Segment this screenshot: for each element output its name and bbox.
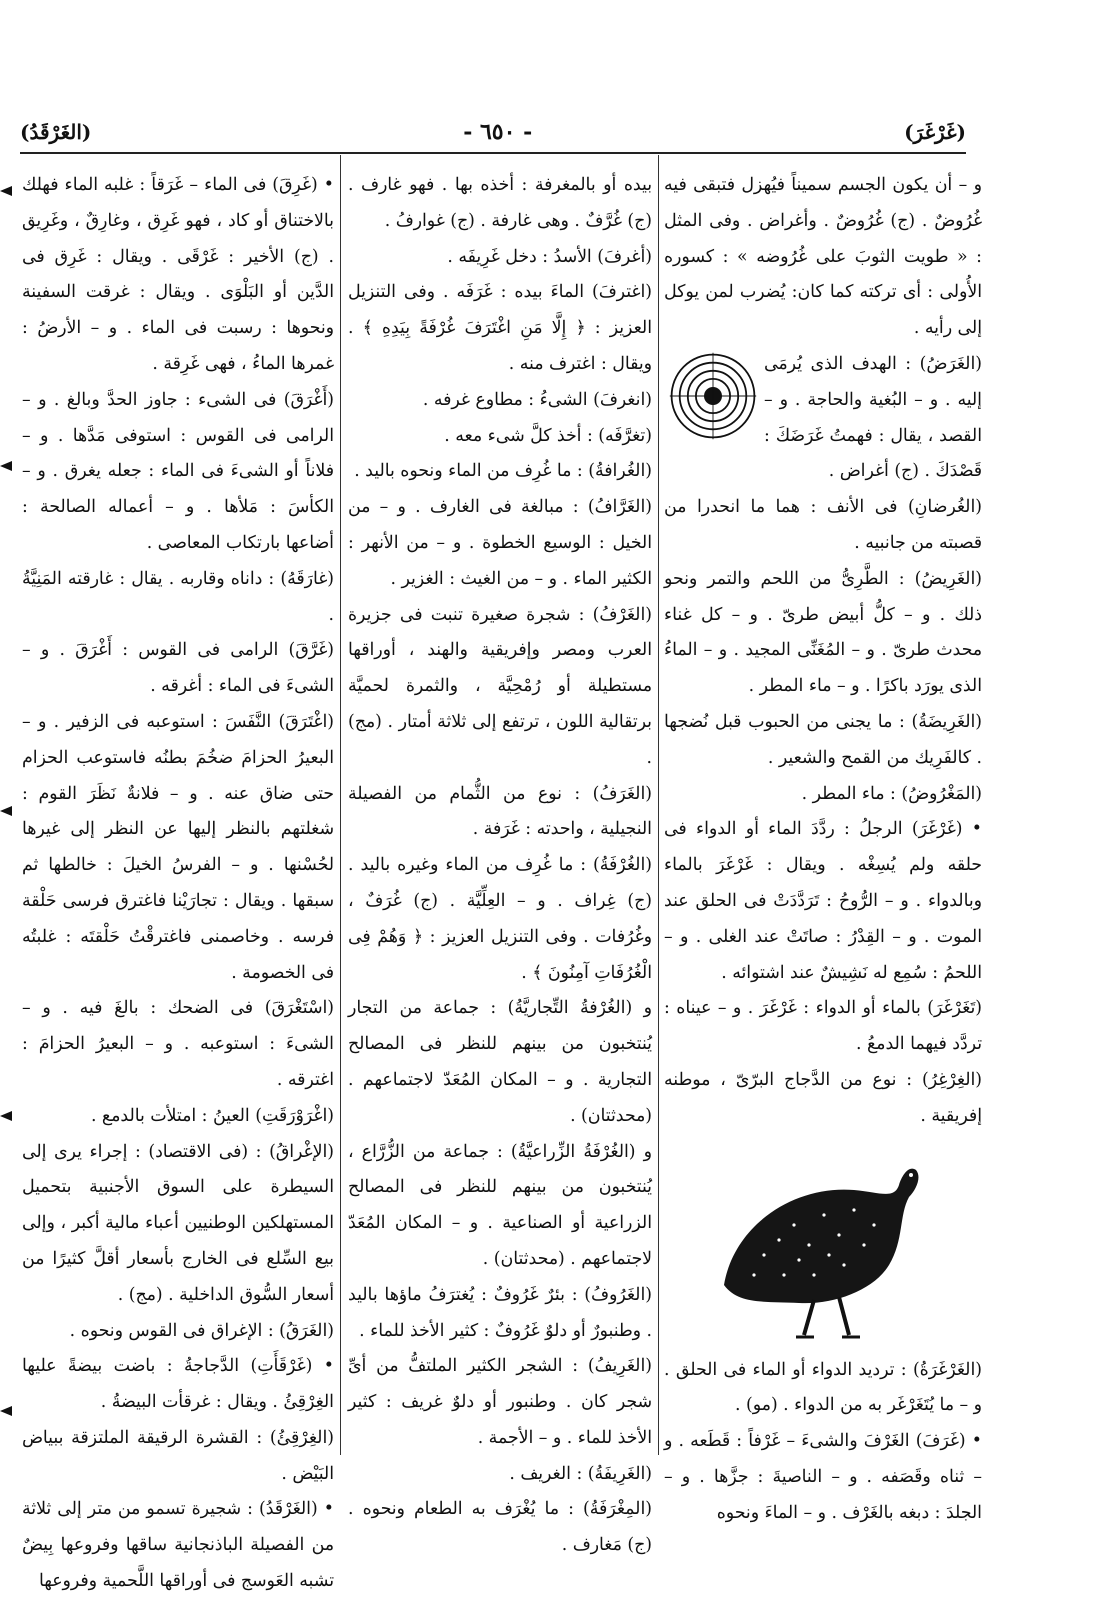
page-number: - ٦٥٠ - (463, 119, 533, 145)
entry: (الغَرَفُ) : نوع من الثُّمام من الفصيلة النجيلية ، واحدته : غَرَفة . (348, 783, 652, 840)
target-illustration (668, 351, 758, 441)
entry: (الغِرْغِرُ) : نوع من الدَّجاج البرّىّ ، موطنه إفريقية . (664, 1069, 982, 1126)
left-guide-word: (الغَرْقَدُ) (20, 120, 92, 144)
entry: (المَغْرُوضُ) : ماء المطر . (801, 783, 982, 804)
column-divider-left (340, 155, 341, 1455)
entry: (الغُرضانِ) فى الأنف : هما ما انحدرا من قصبته من جانبيه . (664, 497, 982, 553)
margin-arrow-icon (0, 1110, 14, 1122)
entry: (الغَرِيضُ) : الطَّرِىُّ من اللحم والتمر ونحو ذلك . و – كلُّ أبيض طرىّ . و – كل غناء محدث طرىّ . و – المُغَنِّى المجيد . و – الماءُ الذى يورَد باكرًا . و – ماء المطر . (664, 568, 982, 697)
entry: (تَغَرْغَرَ) بالماء أو الدواء : غَرْغَرَ . و – عيناه : تردَّد فيهما الدمعُ . (664, 998, 982, 1055)
entry: (الغَرَضُ) : الهدف الذى يُرمَى إليه . و – البُغية والحاجة . و – القصد ، يقال : فهمتُ غَرَضَكَ : قَصْدَكَ . (ج) أغراض . (764, 353, 982, 482)
entry: (الغَرْغَرَةُ) : ترديد الدواء أو الماء فى الحلق . و – ما يُتَغَرْغَر به من الدواء . (مو) . (664, 1359, 982, 1416)
entry: (انغرفَ) الشىءُ : مطاوع غرفه . (422, 389, 652, 410)
entry: (تغرَّفَه) : أخذ كلَّ شىء معه . (444, 425, 652, 446)
entry: (الغَرُوفُ) : بئرٌ غَرُوفٌ : يُغترَفُ ماؤها باليد . وطنبورٌ أو دلوٌ غَرُوفٌ : كثير الأخذ للماء . (348, 1284, 652, 1341)
entry: • (غَرْقَأَتِ) الدَّجاجةُ : باضت بيضةً عليها الغِرْقِئُ . ويقال : غرقأت البيضةُ . (22, 1356, 334, 1413)
column-left (22, 168, 334, 1592)
page-header (20, 112, 966, 152)
entry: (الغِرْقِئُ) : القشرة الرقيقة الملتزقة ببياض البَيْض . (22, 1427, 334, 1484)
entry: (اغترفَ) الماءَ بيده : غَرَفَه . وفى التنزيل العزيز : ﴿ إِلَّا مَنِ اغْتَرَفَ غُرْفَةً بِيَدِهِ ﴾ . ويقال : اغترف منه . (348, 282, 652, 374)
entry: (اغْتَرَقَ) النَّفَسَ : استوعبه فى الزفير . و – البعيرُ الحزامَ ضخُمَ بطنُه فاستوعب الحزام حتى ضاق عنه . و – فلانةٌ نَظَرَ القوم : شغلتهم بالنظر إليها عن النظر إلى غيرها لحُسْنها . و – الفرسُ الخيلَ : خالطها ثم سبقها . ويقال : تجارَيْنا فاغترق فرسى حَلْقة فرسه . وخاصمنى فاغترقْتُ حَلْقتَه : غلبتُه فى الخصومة . (22, 711, 334, 983)
margin-arrow-icon (0, 805, 14, 817)
entry: (الغُرْفَةُ) : ما غُرِف من الماء وغيره باليد . (ج) غِراف . و – العِلِّيَّة . (ج) غُرَفٌ ، وغُرُفات . وفى التنزيل العزيز : ﴿ وَهُمْ فِى الْغُرُفَاتِ آمِنُونَ ﴾ . (348, 855, 652, 983)
entry: (المِغْرَفَةُ) : ما يُغْرَف به الطعام ونحوه . (ج) مَغارف . (348, 1499, 652, 1556)
column-right (664, 168, 982, 1523)
entry: • (غَرَفَ) الغَرْفَ والشىءَ – غَرْفاً : قَطَعه . و – ثناه وقَصَفه . و – الناصيةَ : جزَّها . و – الجلدَ : دبغه بالغَرْف . و – الماءَ ونحوه (664, 1431, 982, 1523)
entry: (غَرَّقَ) الرامى فى القوس : أَغْرَقَ . و – الشىءَ فى الماء : أغرقه . (22, 640, 334, 697)
entry: • (غَرْغَرَ) الرجلُ : ردَّدَ الماء أو الدواء فى حلقه ولم يُسِغْه . ويقال : غَرْغَرَ بالماء وبالدواء . و – الرُّوحُ : تَرَدَّدَتْ فى الحلق عند الموت . و – القِدْرُ : صاتَتْ عند الغلى . و – اللحمُ : سُمِع له نَشِيشٌ عند اشتوائه . (664, 819, 982, 983)
entry: (الغُرافةُ) : ما غُرِف من الماء ونحوه باليد . (354, 461, 652, 482)
entry: (الإغْراقُ) : (فى الاقتصاد) : إجراء يرى إلى السيطرة على السوق الأجنبية بتحميل المستهلكين الوطنيين أعباء مالية أكبر ، وإلى بيع السِّلع فى الخارج بأسعار أقلَّ كثيرًا من أسعار السُّوق الداخلية . (مج) . (22, 1141, 334, 1305)
entry: (الغَرَّافُ) : مبالغة فى الغارف . و – من الخيل : الوسيع الخطوة . و – من الأنهر : الكثير الماء . و – من الغيث : الغزير . (348, 497, 652, 589)
margin-arrow-icon (0, 185, 14, 197)
column-divider-right (658, 155, 659, 1455)
entry: و (الغُرْفَةُ الزِّراعيَّةُ) : جماعة من الزُّرَّاع ، يُنتخبون من بينهم للنظر فى المصالح الزراعية أو الصناعية . و – المكان المُعَدّ لاجتماعهم . (محدثتان) . (348, 1141, 652, 1269)
entry: (اغْرَوْرَقَتِ) العينُ : امتلأت بالدمع . (90, 1105, 334, 1126)
entry: (أَغْرَقَ) فى الشىء : جاوز الحدَّ وبالغ . و – الرامى فى القوس : استوفى مَدَّها . و – فلاناً أو الشىءَ فى الماء : جعله يغرق . و – الكأسَ : مَلأها . و – أعماله الصالحة : أضاعها بارتكاب المعاصى . (22, 389, 334, 553)
entry: (الغَرِيفُ) : الشجر الكثير الملتفُّ من أىِّ شجر كان . وطنبور أو دلوٌ غريف : كثير الأخذ للماء . و – الأجمة . (348, 1356, 652, 1448)
column-middle (348, 168, 652, 1556)
margin-arrow-icon (0, 460, 14, 472)
entry: • (غَرِقَ) فى الماء – غَرَقاً : غلبه الماء فهلك بالاختناق أو كاد ، فهو غَرِق ، وغارِقٌ ، وغَرِيق . (ج) الأخير : غَرْقَى . ويقال : غَرِق فى الدَّين أو البَلْوَى . ويقال : غرقت السفينة ونحوها : رسبت فى الماء . و – الأرضُ : غمرها الماءُ ، فهى غَرِقة . (22, 175, 334, 374)
entry: (الغَرَقُ) : الإغراق فى القوس ونحوه . (69, 1320, 334, 1341)
right-guide-word: (غَرْغَرَ) (904, 120, 966, 144)
entry: (اسْتَغْرَقَ) فى الضحك : بالغَ فيه . و – الشىءَ : استوعبه . و – البعيرُ الحزامَ : اغترقه . (22, 998, 334, 1090)
guinea-fowl-illustration (704, 1145, 924, 1345)
entry: (أغرفَ) الأسدُ : دخل غَرِيفَه . (447, 246, 652, 267)
entry: (غارَقَهُ) : داناه وقاربه . يقال : غارقته المَنِيَّةُ . (22, 568, 334, 625)
margin-arrow-icon (0, 1405, 14, 1417)
entry: و (الغُرْفةُ التِّجاريَّةُ) : جماعة من التجار يُنتخبون من بينهم للنظر فى المصالح التجارية . و – المكان المُعَدّ لاجتماعهم . (محدثتان) . (348, 998, 652, 1126)
entry: • (الغَرْقَدُ) : شجيرة تسمو من متر إلى ثلاثة من الفصيلة الباذنجانية ساقها وفروعها بِيضٌ تشبه العَوسج فى أوراقها اللَّحمية وفروعها (22, 1499, 334, 1592)
entry: بيده أو بالمغرفة : أخذه بها . فهو غارف . (ج) غُرَّفٌ . وهى غارفة . (ج) غوارفُ . (348, 175, 652, 231)
entry: (الغَرِيفَةُ) : الغريف . (509, 1463, 652, 1484)
entry: (الغَرْفُ) : شجرة صغيرة تنبت فى جزيرة العرب ومصر وإفريقية والهند ، أوراقها مستطيلة أو رُمْحِيَّة ، والثمرة لحميَّة برتقالية اللون ، ترتفع إلى ثلاثة أمتار . (مج) . (348, 604, 652, 768)
entry: و – أن يكون الجسم سميناً فيُهزل فتبقى فيه غُرُوضٌ . (ج) غُرُوضٌ . وأغراض . وفى المثل : « طويت الثوبَ على غُرُوضه » : كسوره الأُولى : أى تركته كما كان: يُضرب لمن يوكل إلى رأيه . (664, 175, 982, 339)
entry: (الغَرِيضَةُ) : ما يجنى من الحبوب قبل نُضجها . كالفَرِيك من القمح والشعير . (664, 711, 982, 768)
header-rule (20, 152, 966, 154)
